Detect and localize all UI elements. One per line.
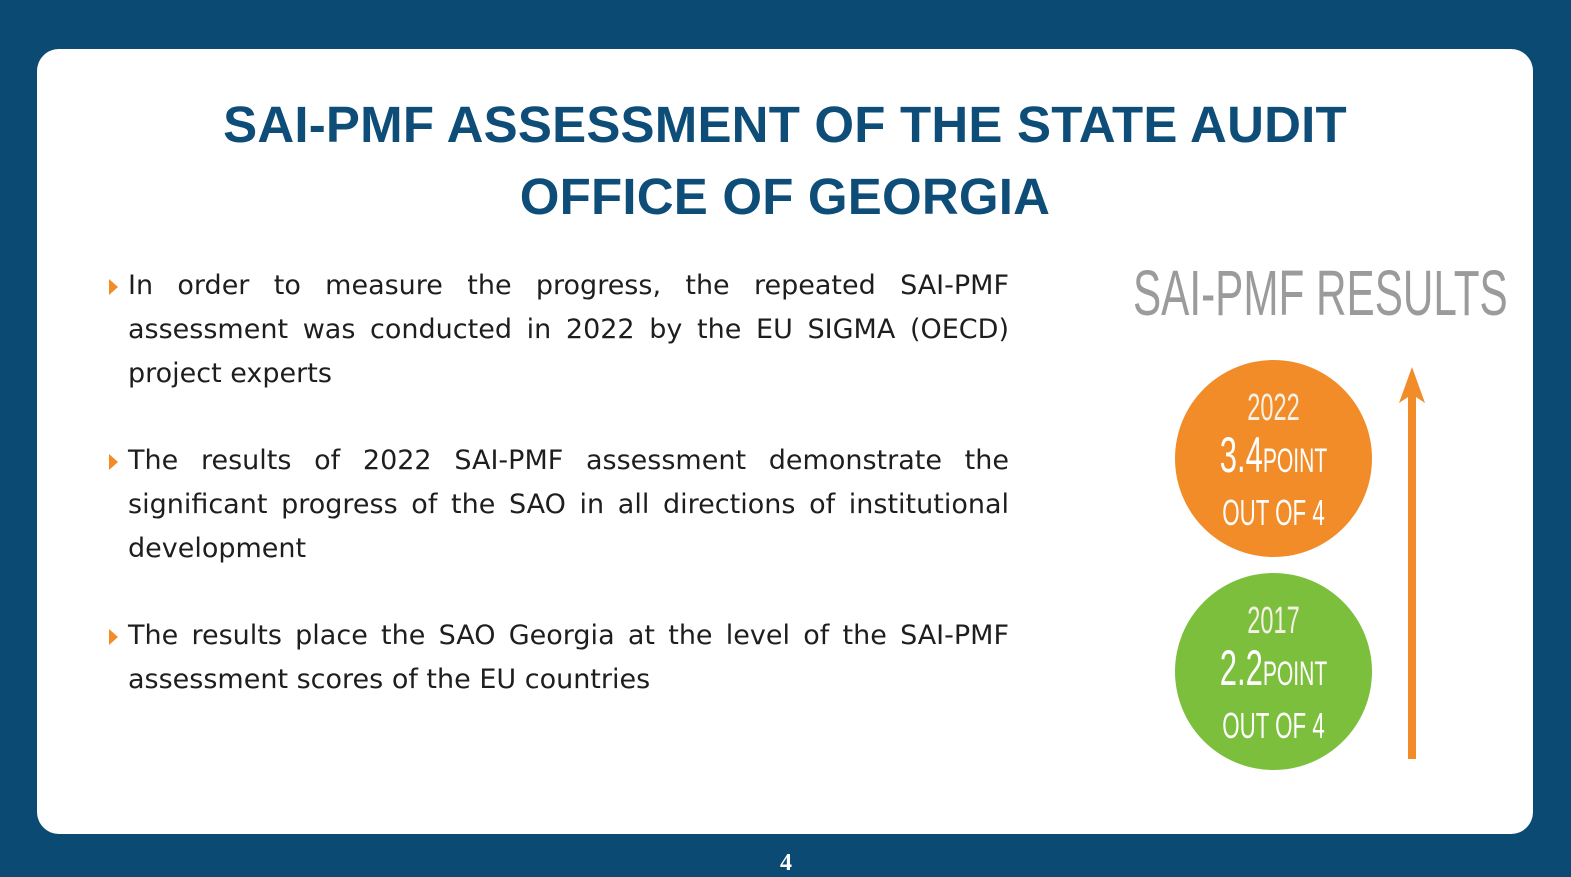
result-score-unit: POINT — [1262, 442, 1328, 480]
result-score-unit: POINT — [1262, 655, 1328, 693]
bullet-text: In order to measure the progress, the repeated SAI-PMF assessment was conducted in 2022 by the EU SIGMA (OECD) project experts — [128, 270, 1009, 389]
results-title: SAI-PMF RESULTS — [1133, 257, 1508, 329]
result-year: 2022 — [1247, 387, 1300, 429]
result-score — [1212, 640, 1334, 706]
result-score — [1212, 427, 1334, 493]
up-arrow-icon — [1397, 367, 1427, 763]
result-circle-2017 — [1175, 573, 1372, 770]
bullet-list — [105, 264, 1009, 745]
bullet-item — [105, 264, 1009, 396]
bullet-item — [105, 439, 1009, 571]
bullet-arrow-icon — [109, 454, 118, 470]
slide-title: SAI-PMF ASSESSMENT OF THE STATE AUDIT OFFICE OF GEORGIA — [223, 96, 1347, 225]
bullet-text: The results of 2022 SAI-PMF assessment demonstrate the significant progress of the SAO in all directions of institutional development — [128, 445, 1009, 564]
bullet-arrow-icon — [109, 279, 118, 295]
result-out-of: OUT OF 4 — [1222, 492, 1325, 533]
result-circle-2022 — [1175, 360, 1372, 557]
bullet-text: The results place the SAO Georgia at the level of the SAI-PMF assessment scores of the EU countries — [128, 620, 1009, 695]
result-year: 2017 — [1247, 600, 1300, 642]
slide-card — [37, 49, 1533, 834]
bullet-item — [105, 614, 1009, 702]
result-out-of: OUT OF 4 — [1222, 705, 1325, 746]
result-score-value: 2.2 — [1219, 640, 1263, 696]
page-number: 4 — [780, 850, 792, 876]
result-score-value: 3.4 — [1219, 427, 1263, 483]
bullet-arrow-icon — [109, 629, 118, 645]
